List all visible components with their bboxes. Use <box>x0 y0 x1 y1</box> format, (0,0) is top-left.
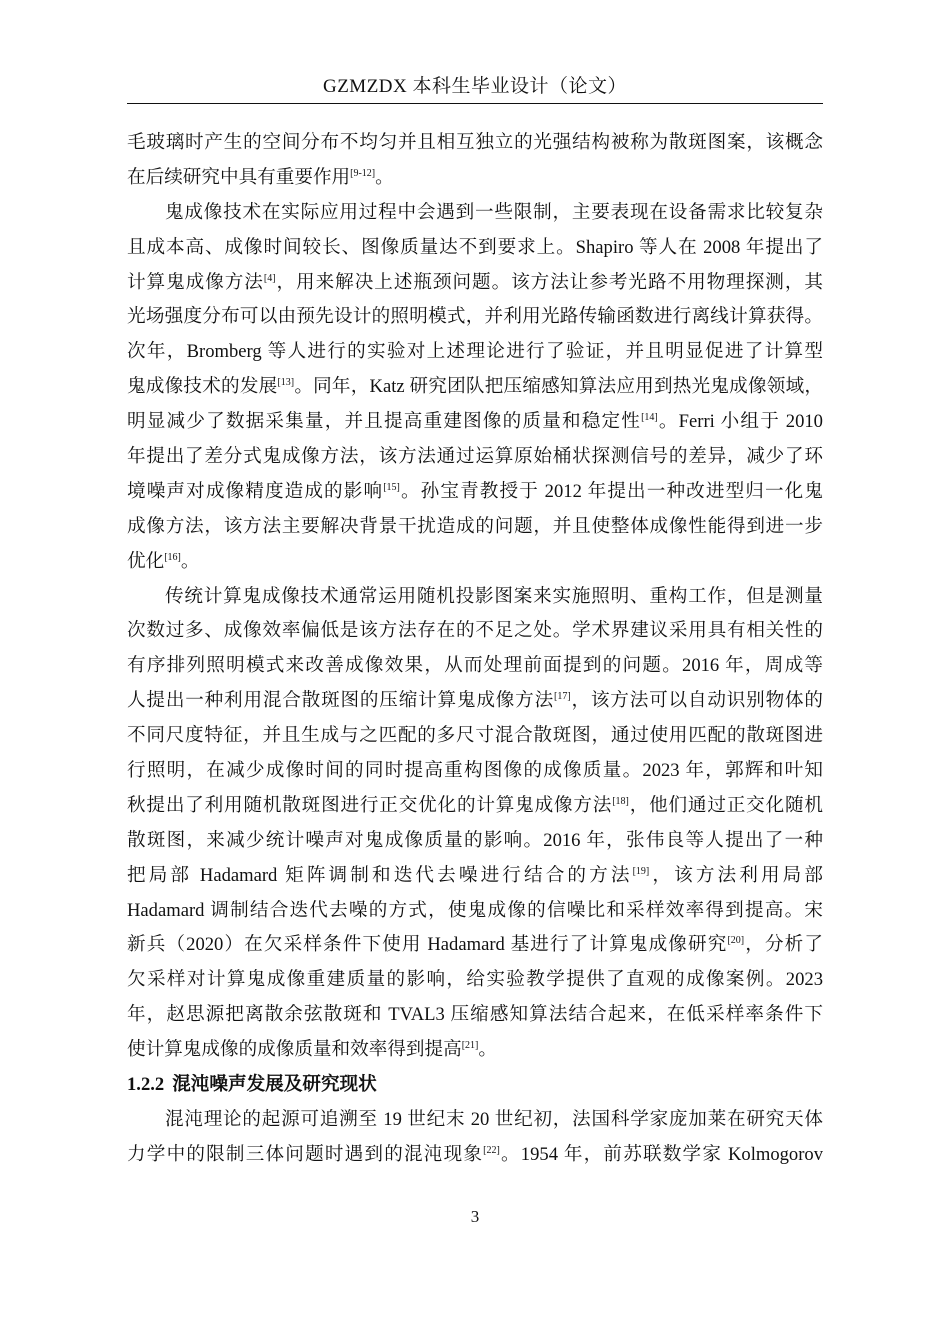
body-text: 混沌理论的起源可追溯至 19 世纪末 20 世纪初，法国科学家庞加莱在研究天体 <box>165 1108 823 1130</box>
body-text: 鬼成像技术的发展 <box>127 376 278 398</box>
body-text: 次年，Bromberg 等人进行的实验对上述理论进行了验证，并且明显促进了计算型 <box>127 341 823 363</box>
body-text: ，他们通过正交化随机 <box>628 794 823 816</box>
body-text: 把局部 Hadamard 矩阵调制和迭代去噪进行结合的方法 <box>127 864 633 886</box>
body-text: 。1954 年，前苏联数学家 Kolmogorov <box>499 1143 823 1165</box>
citation-ref: [18] <box>612 795 629 807</box>
body-text: 计算鬼成像方法 <box>127 271 264 293</box>
body-line <box>127 475 823 510</box>
body-line <box>127 370 823 405</box>
body-text: 。Ferri 小组于 2010 <box>657 411 823 433</box>
body-text: 人提出一种利用混合散斑图的压缩计算鬼成像方法 <box>127 690 554 712</box>
body-line <box>127 266 823 301</box>
body-line <box>127 998 823 1033</box>
body-line <box>127 545 823 580</box>
body-line <box>127 789 823 824</box>
header-divider <box>127 103 823 104</box>
page-number: 3 <box>470 1207 480 1226</box>
body-text: 年提出了差分式鬼成像方法，该方法通过运算原始桶状探测信号的差异，减少了环 <box>127 446 823 468</box>
body-text: 。 <box>180 550 200 572</box>
citation-ref: [14] <box>641 412 658 424</box>
body-text: 散斑图，来减少统计噪声对鬼成像质量的影响。2016 年，张伟良等人提出了一种 <box>127 829 823 851</box>
body-line <box>127 614 823 649</box>
body-text: 明显减少了数据采集量，并且提高重建图像的质量和稳定性 <box>127 411 642 433</box>
body-text: 。 <box>375 166 394 188</box>
citation-ref: [22] <box>483 1144 500 1156</box>
body-text: ，该方法利用局部 <box>649 864 823 886</box>
body-line <box>127 649 823 684</box>
body-text: 传统计算鬼成像技术通常运用随机投影图案来实施照明、重构工作，但是测量 <box>165 585 823 607</box>
citation-ref: [4] <box>263 272 276 284</box>
body-line <box>127 161 823 196</box>
body-text: ，分析了 <box>744 934 823 956</box>
body-line <box>127 928 823 963</box>
page-header-title: GZMZDX 本科生毕业设计（论文） <box>322 76 628 97</box>
body-text: 在后续研究中具有重要作用 <box>127 166 351 188</box>
body-line <box>127 824 823 859</box>
citation-ref: [15] <box>383 481 400 493</box>
body-line <box>127 684 823 719</box>
body-line <box>127 859 823 894</box>
body-line <box>127 580 823 615</box>
page-body <box>127 126 823 1173</box>
body-line <box>127 754 823 789</box>
citation-ref: [13] <box>277 377 295 389</box>
body-text: 新兵（2020）在欠采样条件下使用 Hadamard 基进行了计算鬼成像研究 <box>127 934 728 956</box>
body-line <box>127 126 823 161</box>
body-text: 不同尺度特征，并且生成与之匹配的多尺寸混合散斑图，通过使用匹配的散斑图进 <box>127 725 823 747</box>
body-text: Hadamard 调制结合迭代去噪的方式，使鬼成像的信噪比和采样效率得到提高。宋 <box>127 899 823 921</box>
citation-ref: [9-12] <box>350 167 376 179</box>
body-text: 且成本高、成像时间较长、图像质量达不到要求上。Shapiro 等人在 2008 年提出了 <box>127 236 823 258</box>
body-line <box>127 440 823 475</box>
body-text: 年，赵思源把离散余弦散斑和 TVAL3 压缩感知算法结合起来，在低采样率条件下 <box>127 1004 823 1026</box>
body-text: 。 <box>478 1039 497 1061</box>
body-text: ，用来解决上述瓶颈问题。该方法让参考光路不用物理探测，其 <box>275 271 823 293</box>
citation-ref: [16] <box>164 551 181 563</box>
body-text: ，该方法可以自动识别物体的 <box>570 690 823 712</box>
body-line <box>127 1103 823 1138</box>
citation-ref: [19] <box>632 865 650 877</box>
body-line <box>127 300 823 335</box>
citation-ref: [20] <box>727 935 745 947</box>
body-line <box>127 335 823 370</box>
body-text: 境噪声对成像精度造成的影响 <box>127 480 384 502</box>
section-heading <box>127 1068 823 1103</box>
body-text: 使计算鬼成像的成像质量和效率得到提高 <box>127 1039 462 1061</box>
section-title: 混沌噪声发展及研究现状 <box>172 1074 377 1096</box>
citation-ref: [17] <box>554 691 571 703</box>
body-line <box>127 963 823 998</box>
body-line <box>127 231 823 266</box>
section-number: 1.2.2 <box>127 1074 165 1096</box>
body-text: 优化 <box>127 550 165 572</box>
body-text: 鬼成像技术在实际应用过程中会遇到一些限制，主要表现在设备需求比较复杂 <box>165 201 823 223</box>
body-text: 毛玻璃时产生的空间分布不均匀并且相互独立的光强结构被称为散斑图案，该概念 <box>127 132 823 153</box>
body-line <box>127 1033 823 1068</box>
citation-ref: [21] <box>461 1040 479 1052</box>
body-line <box>127 510 823 545</box>
body-line <box>127 1138 823 1173</box>
body-text: 行照明，在减少成像时间的同时提高重构图像的成像质量。2023 年，郭辉和叶知 <box>127 760 823 782</box>
body-line <box>127 894 823 929</box>
body-text: 有序排列照明模式来改善成像效果，从而处理前面提到的问题。2016 年，周成等 <box>127 655 823 677</box>
body-text: 力学中的限制三体问题时遇到的混沌现象 <box>127 1143 484 1165</box>
body-text: 秋提出了利用随机散斑图进行正交优化的计算鬼成像方法 <box>127 794 613 816</box>
body-line <box>127 196 823 231</box>
body-text: 欠采样对计算鬼成像重建质量的影响，给实验教学提供了直观的成像案例。2023 <box>127 969 823 991</box>
body-text: 。同年，Katz 研究团队把压缩感知算法应用到热光鬼成像领域， <box>294 376 823 398</box>
body-text: 。孙宝青教授于 2012 年提出一种改进型归一化鬼 <box>399 480 823 502</box>
body-text: 成像方法，该方法主要解决背景干扰造成的问题，并且使整体成像性能得到进一步 <box>127 515 823 537</box>
body-text: 光场强度分布可以由预先设计的照明模式，并利用光路传输函数进行离线计算获得。 <box>127 306 823 328</box>
body-text: 次数过多、成像效率偏低是该方法存在的不足之处。学术界建议采用具有相关性的 <box>127 620 823 642</box>
body-line <box>127 719 823 754</box>
body-line <box>127 405 823 440</box>
